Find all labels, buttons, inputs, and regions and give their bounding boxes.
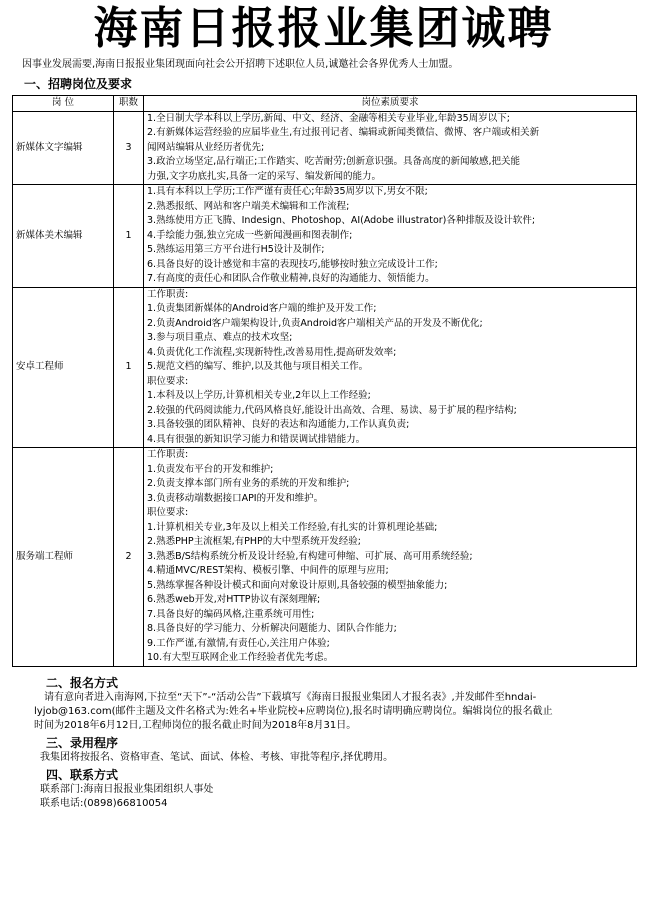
requirement-line: 4.手绘能力强,独立完成一些新闻漫画和图表制作; [147,229,353,241]
requirement-line: 8.具备良好的学习能力、分析解决问题能力、团队合作能力; [147,623,397,634]
application-line: 请有意向者进入南海网,下拉至“天下”-“活动公告”下载填写《海南日报报业集团人才报名表》,并发邮件至hndai- [44,691,537,703]
requirement-line: 4.负责优化工作流程,实现新特性,改善易用性,提高研发效率; [147,346,397,358]
position-name: 服务端工程师 [13,448,114,667]
header-position: 岗 位 [13,96,114,112]
section-heading-contact: 四、联系方式 [46,767,119,782]
requirement-line: 3.参与项目重点、难点的技术攻坚; [147,332,293,343]
position-count: 1 [114,185,144,288]
requirement-line: 1.具有本科以上学历;工作严谨有责任心;年龄35周岁以下,男女不限; [147,186,428,197]
requirement-line: 4.精通MVC/REST架构、模板引擎、中间件的原理与应用; [147,565,389,576]
section-heading-hiring-process: 三、录用程序 [46,735,119,750]
requirement-line: 2.熟悉报纸、网站和客户端美术编辑和工作流程; [147,200,350,212]
position-requirements [144,448,637,667]
requirement-line: 4.具有很强的新知识学习能力和错误调试排错能力。 [147,433,366,445]
table-row [13,287,637,448]
requirement-line: 7.有高度的责任心和团队合作敬业精神,良好的沟通能力、领悟能力。 [147,273,435,284]
position-requirements [144,287,637,448]
requirement-line: 2.负责支撑本部门所有业务的系统的开发和维护; [147,478,350,489]
positions-table [12,95,637,667]
requirement-line: 职位要求: [147,375,189,387]
section-heading-application: 二、报名方式 [46,675,119,690]
requirement-line: 5.规范文档的编写、维护,以及其他与项目相关工作。 [147,361,369,372]
requirement-line: 2.较强的代码阅读能力,代码风格良好,能设计出高效、合理、易读、易于扩展的程序结构; [147,404,517,416]
position-name: 新媒体美术编辑 [13,185,114,288]
requirement-line: 1.负责集团新媒体的Android客户端的维护及开发工作; [147,303,377,314]
table-row [13,111,637,185]
requirement-line: 1.全日制大学本科以上学历,新闻、中文、经济、金融等相关专业毕业,年龄35周岁以下; [147,112,510,124]
header-count: 职数 [114,96,144,112]
position-requirements [144,111,637,185]
requirement-line: 2.有新媒体运营经验的应届毕业生,有过报刊记者、编辑或新闻类微信、微博、客户端或相关新 [147,127,540,138]
contact-department: 联系部门:海南日报报业集团组织人事处 [40,783,214,795]
table-header-row [13,96,637,112]
requirement-line: 3.熟悉B/S结构系统分析及设计经验,有构建可伸缩、可扩展、高可用系统经验; [147,550,473,562]
section-heading-positions: 一、招聘岗位及要求 [24,77,133,91]
application-line: 时间为2018年6月12日,工程师岗位的报名截止时间为2018年8月31日。 [34,719,357,731]
requirement-line: 2.熟悉PHP主流框架,有PHP的大中型系统开发经验; [147,536,361,547]
requirement-line: 5.熟练掌握各种设计模式和面向对象设计原则,具备较强的模型抽象能力; [147,579,448,591]
position-count: 3 [114,111,144,185]
requirement-line: 3.负责移动端数据接口API的开发和维护。 [147,492,324,504]
position-requirements [144,185,637,288]
position-name: 安卓工程师 [13,287,114,448]
requirement-line: 职位要求: [147,507,189,518]
requirement-line: 9.工作严谨,有激情,有责任心,关注用户体验; [147,637,330,649]
requirement-line: 6.具备良好的设计感觉和丰富的表现技巧,能够按时独立完成设计工作; [147,258,438,270]
requirement-line: 1.负责发布平台的开发和维护; [147,463,274,475]
application-line: lyjob@163.com(邮件主题及文件名格式为:姓名+毕业院校+应聘岗位),报名时请明确应聘岗位。编辑岗位的报名截止 [34,705,553,717]
requirement-line: 2.负责Android客户端架构设计,负责Android客户端相关产品的开发及不断优化; [147,317,483,329]
requirement-line: 3.具备较强的团队精神、良好的表达和沟通能力,工作认真负责; [147,419,410,430]
requirement-line: 6.熟悉web开发,对HTTP协议有深刻理解; [147,594,321,605]
requirement-line: 7.具备良好的编码风格,注重系统可用性; [147,608,315,620]
contact-phone: 联系电话:(0898)66810054 [40,797,168,809]
position-count: 1 [114,287,144,448]
requirement-line: 力强,文字功底扎实,具备一定的采写、编发新闻的能力。 [147,170,382,182]
header-requirements: 岗位素质要求 [144,96,637,112]
requirement-line: 1.本科及以上学历,计算机相关专业,2年以上工作经验; [147,390,371,401]
application-method-text [8,691,639,733]
page-title: 海南日报报业集团诚聘 [93,3,554,54]
requirement-line: 10.有大型互联网企业工作经验者优先考虑。 [147,652,334,663]
requirement-line: 3.熟练使用方正飞腾、Indesign、Photoshop、AI(Adobe illustrator)各种排版及设计软件; [147,215,536,226]
requirement-line: 1.计算机相关专业,3年及以上相关工作经验,有扎实的计算机理论基础; [147,521,438,533]
position-name: 新媒体文字编辑 [13,111,114,185]
table-row [13,448,637,667]
intro-text: 因事业发展需要,海南日报报业集团现面向社会公开招聘下述职位人员,诚邀社会各界优秀人士加盟。 [22,59,459,70]
table-row [13,185,637,288]
requirement-line: 工作职责: [147,288,189,300]
requirement-line: 闻网站编辑从业经历者优先; [147,141,265,153]
requirement-line: 工作职责: [147,449,189,460]
hiring-process-text: 我集团将按报名、资格审查、笔试、面试、体检、考核、审批等程序,择优聘用。 [40,751,394,763]
requirement-line: 3.政治立场坚定,品行端正;工作踏实、吃苦耐劳;创新意识强。具备高度的新闻敏感,把关能 [147,156,521,167]
position-count: 2 [114,448,144,667]
requirement-line: 5.熟练运用第三方平台进行H5设计及制作; [147,244,325,255]
job-posting-page [0,2,647,901]
